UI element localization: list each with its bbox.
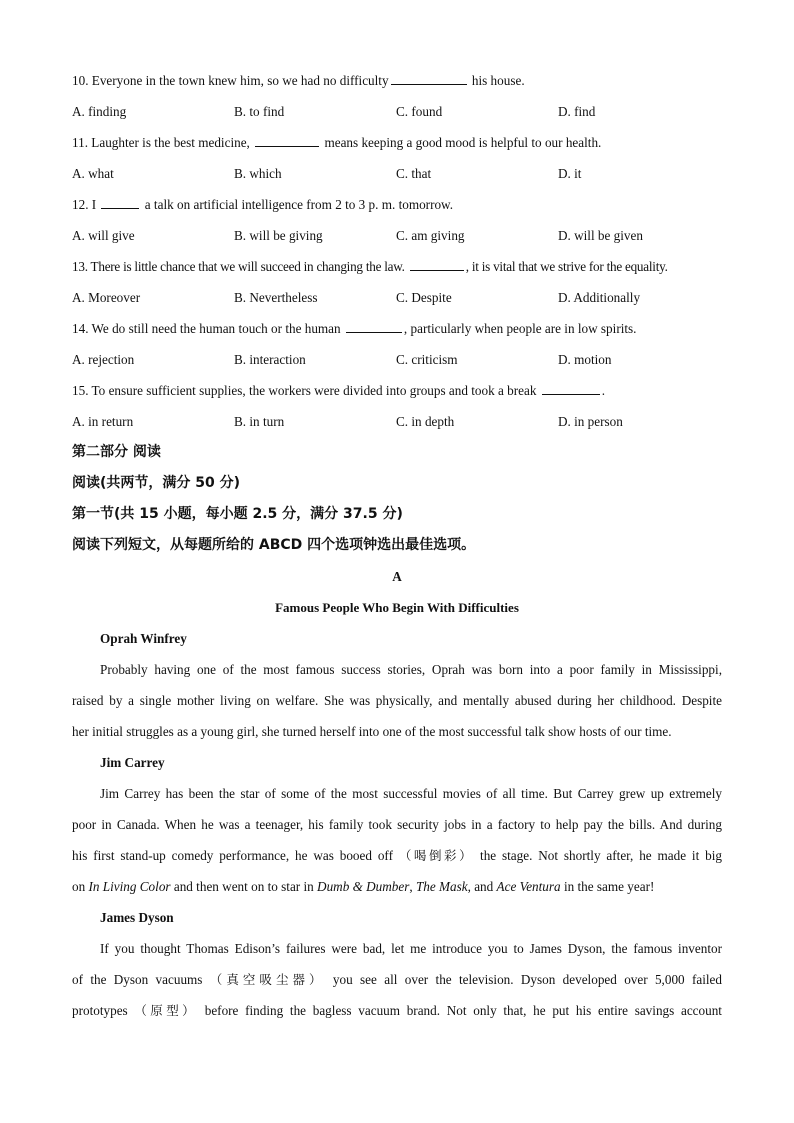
text-segment: his first stand-up comedy performance, he was booed off — [72, 848, 399, 863]
question-stem-end: means keeping a good mood is helpful to our health. — [321, 135, 602, 150]
option-a: A. rejection — [72, 352, 135, 367]
option-c: C. criticism — [396, 352, 458, 367]
answer-blank — [410, 258, 464, 271]
question-10 — [72, 65, 722, 96]
chinese-gloss: （喝倒彩） — [398, 848, 475, 863]
option-a: A. finding — [72, 104, 127, 119]
option-d: D. it — [558, 166, 582, 181]
option-b: B. Nevertheless — [234, 290, 318, 305]
text-segment: on — [72, 879, 89, 894]
section-part-heading: 第二部分 阅读 — [72, 444, 161, 460]
text-segment: of the Dyson vacuums — [72, 972, 210, 987]
question-stem: 14. We do still need the human touch or the human — [72, 321, 344, 336]
section-reading-heading: 阅读(共两节，满分 50 分) — [72, 475, 241, 491]
question-stem-end: , particularly when people are in low spirits. — [403, 321, 637, 336]
options-10 — [72, 96, 722, 127]
subheading-oprah: Oprah Winfrey — [100, 631, 187, 646]
options-11 — [72, 158, 722, 189]
section-instruction: 阅读下列短文，从每题所给的 ABCD 四个选项钟选出最佳选项。 — [72, 537, 476, 553]
paragraph-line: her initial struggles as a young girl, she turned herself into one of the most successful talk show hosts of our time. — [72, 724, 672, 739]
paragraph-line: raised by a single mother living on welfare. She was physically, and mentally abused during her childhood. Despite — [72, 693, 722, 708]
option-d: D. Additionally — [558, 290, 641, 305]
option-c: C. found — [396, 104, 443, 119]
text-segment: prototypes — [72, 1003, 135, 1018]
option-d: D. find — [558, 104, 596, 119]
answer-blank — [391, 72, 467, 85]
film-title: In Living Color — [88, 879, 171, 894]
chinese-gloss: （原型） — [134, 1003, 199, 1018]
paragraph-line: Jim Carrey has been the star of some of the most successful movies of all time. But Carrey grew up extremely — [100, 786, 722, 801]
question-stem: 13. There is little chance that we will succeed in changing the law. — [72, 259, 408, 274]
option-a: A. Moreover — [72, 290, 141, 305]
paragraph-line: poor in Canada. When he was a teenager, his family took security jobs in a factory to help pay the bills. And during — [72, 817, 722, 832]
question-12 — [72, 189, 722, 220]
question-stem: 11. Laughter is the best medicine, — [72, 135, 254, 150]
question-stem-end: . — [601, 383, 606, 398]
text-segment: , and — [467, 879, 497, 894]
option-a: A. in return — [72, 414, 134, 429]
option-a: A. will give — [72, 228, 135, 243]
paragraph-carrey — [72, 778, 722, 902]
option-b: B. which — [234, 166, 282, 181]
text-segment: and then went on to star in — [170, 879, 318, 894]
question-11 — [72, 127, 722, 158]
options-15 — [72, 406, 722, 437]
answer-blank — [255, 134, 319, 147]
option-b: B. to find — [234, 104, 285, 119]
text-segment: you see all over the television. Dyson developed over 5,000 failed — [325, 972, 722, 987]
option-c: C. that — [396, 166, 432, 181]
option-d: D. in person — [558, 414, 623, 429]
option-c: C. am giving — [396, 228, 465, 243]
option-b: B. will be giving — [234, 228, 323, 243]
paragraph-line: Probably having one of the most famous success stories, Oprah was born into a poor family in Mississippi, — [100, 662, 722, 677]
subheading-dyson: James Dyson — [100, 910, 174, 925]
option-c: C. Despite — [396, 290, 452, 305]
question-stem: 10. Everyone in the town knew him, so we had no difficulty — [72, 73, 389, 88]
option-a: A. what — [72, 166, 114, 181]
chinese-gloss: （真空吸尘器） — [209, 972, 326, 987]
options-12 — [72, 220, 722, 251]
question-13 — [72, 251, 722, 282]
options-13 — [72, 282, 722, 313]
film-title: Dumb & Dumber — [317, 879, 410, 894]
film-title: The Mask — [415, 879, 468, 894]
question-stem-end: a talk on artificial intelligence from 2 to 3 p. m. tomorrow. — [141, 197, 454, 212]
option-b: B. interaction — [234, 352, 306, 367]
answer-blank — [101, 196, 139, 209]
paragraph-line: If you thought Thomas Edison’s failures were bad, let me introduce you to James Dyson, the famous inventor — [100, 941, 722, 956]
answer-blank — [346, 320, 402, 333]
answer-blank — [542, 382, 600, 395]
question-stem: 15. To ensure sufficient supplies, the workers were divided into groups and took a break — [72, 383, 540, 398]
option-c: C. in depth — [396, 414, 455, 429]
question-stem: 12. I — [72, 197, 100, 212]
option-d: D. motion — [558, 352, 612, 367]
question-stem-end: , it is vital that we strive for the equality. — [465, 259, 668, 274]
options-14 — [72, 344, 722, 375]
text-segment: , — [409, 879, 416, 894]
passage-letter: A — [392, 569, 402, 584]
subheading-carrey: Jim Carrey — [100, 755, 165, 770]
text-segment: in the same year! — [560, 879, 655, 894]
document-content — [72, 65, 722, 1026]
paragraph-dyson — [72, 933, 722, 1026]
question-15 — [72, 375, 722, 406]
option-b: B. in turn — [234, 414, 285, 429]
paragraph-line — [72, 995, 722, 1026]
paragraph-line — [72, 964, 722, 995]
paragraph-line — [72, 840, 722, 871]
option-d: D. will be given — [558, 228, 643, 243]
paragraph-line — [72, 871, 722, 902]
film-title: Ace Ventura — [496, 879, 561, 894]
text-segment: before finding the bagless vacuum brand. Not only that, he put his entire savings account — [198, 1003, 722, 1018]
text-segment: the stage. Not shortly after, he made it big — [474, 848, 722, 863]
question-stem-end: his house. — [468, 73, 525, 88]
section-first-heading: 第一节(共 15 小题，每小题 2.5 分，满分 37.5 分) — [72, 506, 403, 522]
paragraph-oprah — [72, 654, 722, 747]
question-14 — [72, 313, 722, 344]
passage-title: Famous People Who Begin With Difficulties — [275, 600, 519, 615]
